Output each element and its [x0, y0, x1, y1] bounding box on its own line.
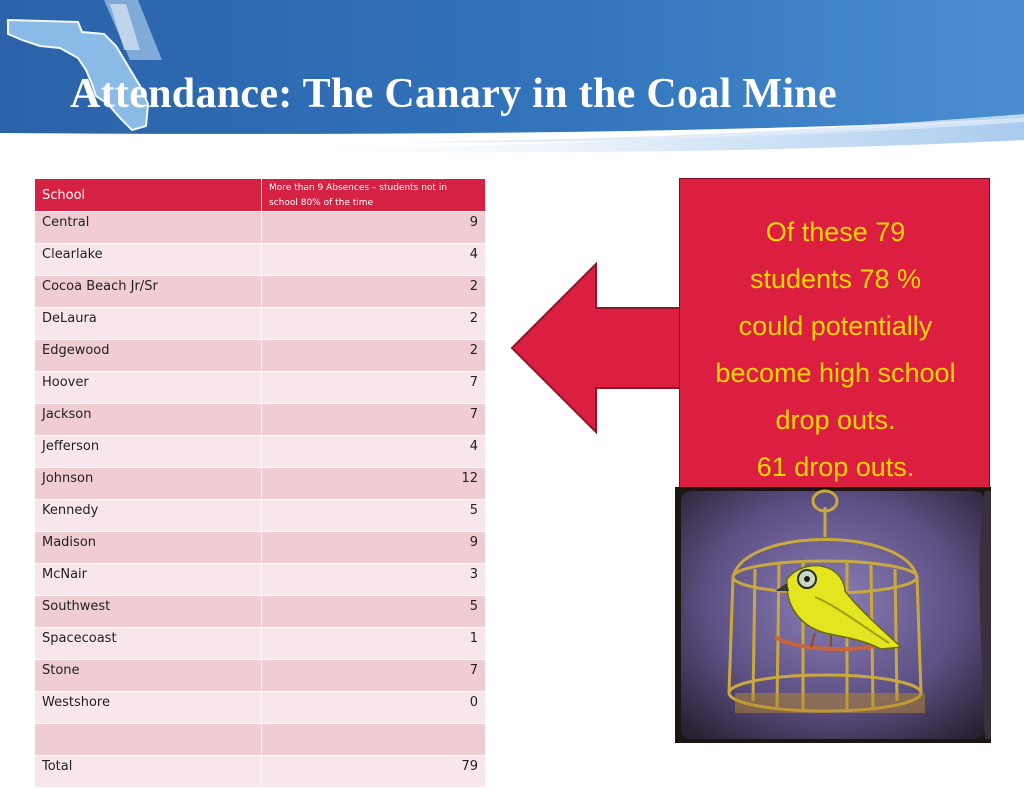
school-name: McNair: [35, 564, 262, 596]
table-row: [35, 244, 486, 276]
absence-count: 9: [262, 212, 486, 244]
school-name: Stone: [35, 660, 262, 692]
table-total-row: [35, 756, 486, 788]
school-name: Kennedy: [35, 500, 262, 532]
canary-in-cage-illustration: [675, 487, 991, 743]
slide-title: Attendance: The Canary in the Coal Mine: [70, 71, 837, 117]
absence-count: 2: [262, 308, 486, 340]
school-name: Edgewood: [35, 340, 262, 372]
absence-count: 2: [262, 276, 486, 308]
school-name: Hoover: [35, 372, 262, 404]
absence-count: [262, 724, 486, 756]
absence-count: 0: [262, 692, 486, 724]
absence-count: 9: [262, 532, 486, 564]
school-name: Central: [35, 212, 262, 244]
absences-column-header: More than 9 Absences – students not in school 80% of the time: [262, 179, 486, 212]
school-name: Westshore: [35, 692, 262, 724]
table-row: [35, 564, 486, 596]
absence-count: 4: [262, 244, 486, 276]
table-row: [35, 660, 486, 692]
school-name: DeLaura: [35, 308, 262, 340]
absence-count: 7: [262, 404, 486, 436]
table-header-row: [35, 179, 486, 212]
attendance-table: [34, 178, 486, 788]
table-row: [35, 212, 486, 244]
school-name: Johnson: [35, 468, 262, 500]
absence-count: 7: [262, 660, 486, 692]
table-row: [35, 532, 486, 564]
school-name: Spacecoast: [35, 628, 262, 660]
absence-count: 4: [262, 436, 486, 468]
table-row: [35, 372, 486, 404]
absence-count: 1: [262, 628, 486, 660]
table-row: [35, 628, 486, 660]
table-row: [35, 468, 486, 500]
table-row: [35, 596, 486, 628]
absence-count: 5: [262, 500, 486, 532]
school-name: Madison: [35, 532, 262, 564]
callout-line: could potentially: [738, 311, 933, 341]
school-name: Cocoa Beach Jr/Sr: [35, 276, 262, 308]
table-row: [35, 436, 486, 468]
total-label: Total: [35, 756, 262, 788]
table-row: [35, 692, 486, 724]
table-row-empty: [35, 724, 486, 756]
table-row: [35, 500, 486, 532]
absence-count: 2: [262, 340, 486, 372]
callout-box: [679, 178, 990, 511]
absence-count: 5: [262, 596, 486, 628]
absence-count: 7: [262, 372, 486, 404]
school-name: Clearlake: [35, 244, 262, 276]
table-row: [35, 308, 486, 340]
table-row: [35, 340, 486, 372]
callout-text: [680, 209, 991, 491]
callout-line: students 78 %: [749, 264, 922, 294]
table-row: [35, 404, 486, 436]
school-column-header: School: [35, 179, 262, 212]
school-name: Jackson: [35, 404, 262, 436]
left-arrow-icon: [508, 262, 682, 434]
slide-header: [0, 0, 1024, 160]
absence-count: 12: [262, 468, 486, 500]
callout-line: Of these 79: [765, 217, 906, 247]
school-name: Southwest: [35, 596, 262, 628]
table-row: [35, 276, 486, 308]
school-name: Jefferson: [35, 436, 262, 468]
callout-line: 61 drop outs.: [756, 452, 915, 482]
callout-line: become high school: [715, 358, 956, 388]
school-name: [35, 724, 262, 756]
total-value: 79: [262, 756, 486, 788]
absence-count: 3: [262, 564, 486, 596]
callout-line: drop outs.: [775, 405, 896, 435]
